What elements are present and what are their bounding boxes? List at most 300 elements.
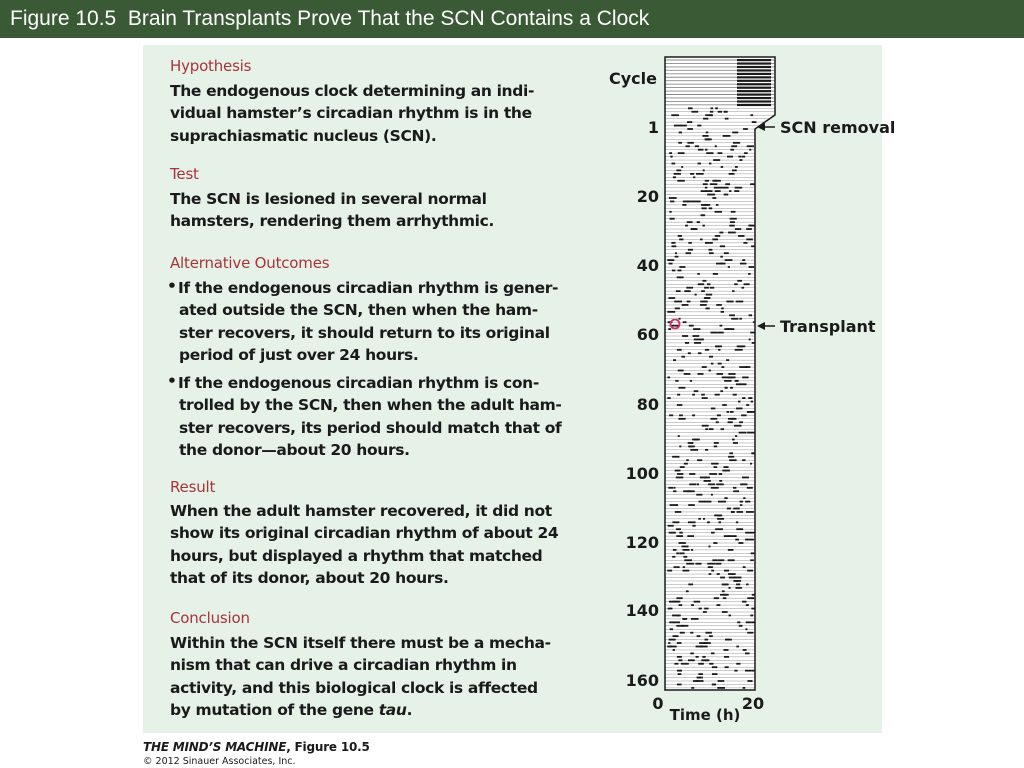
activity-tick xyxy=(691,604,694,606)
activity-tick xyxy=(694,390,699,392)
activity-tick xyxy=(690,173,694,175)
activity-tick xyxy=(724,570,729,572)
activity-tick xyxy=(737,280,742,282)
activity-tick xyxy=(743,649,747,651)
activity-tick xyxy=(735,539,739,541)
activity-tick xyxy=(735,228,741,230)
activity-tick xyxy=(733,442,738,444)
activity-tick xyxy=(692,394,695,396)
activity-tick xyxy=(697,125,701,127)
activity-tick xyxy=(669,218,674,220)
activity-tick xyxy=(728,559,735,561)
text-line: If the endogenous circadian rhythm is con- xyxy=(178,374,539,392)
activity-tick xyxy=(696,494,702,496)
activity-tick xyxy=(708,483,715,485)
activity-tick xyxy=(686,252,692,254)
x-tick-0: 0 xyxy=(652,694,664,713)
text-line: hamsters, rendering them arrhythmic. xyxy=(170,212,495,231)
activity-tick xyxy=(689,483,696,485)
activity-tick xyxy=(678,418,685,420)
activity-tick xyxy=(669,211,671,213)
activity-tick xyxy=(742,259,745,261)
activity-tick xyxy=(700,477,707,479)
activity-tick xyxy=(669,532,676,534)
activity-tick xyxy=(733,508,740,510)
activity-tick xyxy=(751,552,755,554)
activity-tick xyxy=(715,211,722,213)
activity-tick xyxy=(672,556,675,558)
activity-tick xyxy=(692,525,695,527)
activity-tick xyxy=(709,473,717,475)
activity-tick xyxy=(687,221,693,223)
activity-tick xyxy=(723,466,728,468)
activity-tick xyxy=(694,339,702,341)
activity-tick xyxy=(745,628,747,630)
activity-tick xyxy=(672,270,676,272)
activity-tick xyxy=(683,566,685,568)
activity-tick xyxy=(672,245,677,247)
activity-tick xyxy=(722,590,725,592)
activity-tick xyxy=(725,111,728,113)
text-line: The SCN is lesioned in several normal xyxy=(170,190,487,208)
activity-tick xyxy=(679,446,681,448)
activity-tick xyxy=(735,166,738,168)
activity-tick xyxy=(739,421,743,423)
activity-tick xyxy=(676,504,678,506)
activity-tick xyxy=(732,439,735,441)
activity-tick xyxy=(745,653,749,655)
activity-tick xyxy=(724,252,729,254)
activity-tick xyxy=(688,442,693,444)
activity-tick xyxy=(705,114,713,116)
activity-tick xyxy=(724,328,730,330)
y-tick-20: 20 xyxy=(636,187,659,206)
activity-tick xyxy=(715,528,723,530)
x-tick-20: 20 xyxy=(741,694,765,713)
activity-tick xyxy=(709,163,711,165)
activity-tick xyxy=(682,546,689,548)
activity-tick xyxy=(668,328,671,330)
activity-tick xyxy=(668,297,675,299)
activity-tick xyxy=(679,532,682,534)
activity-tick xyxy=(720,325,723,327)
activity-tick xyxy=(702,425,709,427)
activity-tick xyxy=(703,204,710,206)
activity-tick xyxy=(745,670,751,672)
activity-tick xyxy=(678,142,682,144)
activity-tick xyxy=(750,183,757,185)
activity-tick xyxy=(672,615,679,617)
activity-tick xyxy=(693,201,700,203)
activity-tick xyxy=(701,659,708,661)
activity-tick xyxy=(702,366,707,368)
activity-tick xyxy=(712,666,717,668)
activity-tick xyxy=(693,176,695,178)
activity-tick xyxy=(688,352,691,354)
activity-tick xyxy=(697,483,699,485)
activity-tick xyxy=(711,363,713,365)
actogram-chart xyxy=(143,45,896,733)
activity-tick xyxy=(746,228,752,230)
activity-tick xyxy=(736,408,743,410)
activity-tick xyxy=(731,145,737,147)
activity-tick xyxy=(667,259,674,261)
activity-tick xyxy=(720,245,725,247)
activity-tick xyxy=(747,411,750,413)
activity-band xyxy=(737,59,771,61)
activity-tick xyxy=(676,170,681,172)
activity-tick xyxy=(734,190,739,192)
activity-tick xyxy=(746,239,753,241)
activity-tick xyxy=(677,349,682,351)
activity-tick xyxy=(705,639,709,641)
activity-tick xyxy=(741,287,744,289)
activity-tick xyxy=(729,459,736,461)
activity-tick xyxy=(689,473,695,475)
activity-tick xyxy=(686,459,689,461)
y-tick-100: 100 xyxy=(625,464,659,483)
activity-tick xyxy=(733,142,740,144)
activity-tick xyxy=(734,283,738,285)
activity-tick xyxy=(702,397,708,399)
activity-tick xyxy=(742,459,745,461)
activity-tick xyxy=(680,466,685,468)
activity-band xyxy=(737,69,771,71)
activity-tick xyxy=(682,625,689,627)
activity-tick xyxy=(704,297,710,299)
activity-tick xyxy=(699,608,702,610)
activity-tick xyxy=(694,439,698,441)
activity-band xyxy=(737,100,771,102)
text-fragment: . xyxy=(406,700,413,719)
text-line: ster recovers, it should return to its original xyxy=(179,323,550,342)
activity-tick xyxy=(721,311,724,313)
activity-tick xyxy=(716,604,720,606)
activity-tick xyxy=(686,563,694,565)
activity-tick xyxy=(711,653,715,655)
activity-tick xyxy=(729,314,735,316)
activity-tick xyxy=(732,290,734,292)
activity-tick xyxy=(729,173,735,175)
activity-tick xyxy=(667,377,670,379)
activity-tick xyxy=(698,373,704,375)
activity-tick xyxy=(671,163,675,165)
activity-tick xyxy=(710,111,713,113)
activity-tick xyxy=(697,221,700,223)
activity-tick xyxy=(714,446,717,448)
activity-band xyxy=(737,73,771,75)
activity-tick xyxy=(707,194,715,196)
activity-tick xyxy=(750,114,753,116)
test-heading: Test xyxy=(170,165,199,183)
activity-tick xyxy=(704,642,711,644)
y-tick-40: 40 xyxy=(636,256,659,275)
conclusion-heading: Conclusion xyxy=(170,609,250,627)
activity-tick xyxy=(736,528,743,530)
activity-tick xyxy=(743,687,746,689)
activity-tick xyxy=(713,684,717,686)
activity-tick xyxy=(677,684,682,686)
activity-tick xyxy=(721,428,725,430)
activity-tick xyxy=(749,314,752,316)
activity-tick xyxy=(705,149,708,151)
activity-tick xyxy=(678,673,682,675)
activity-tick xyxy=(693,680,699,682)
activity-tick xyxy=(711,570,714,572)
activity-tick xyxy=(748,273,751,275)
activity-tick xyxy=(729,452,733,454)
text-line: period of just over 24 hours. xyxy=(179,345,419,364)
y-tick-120: 120 xyxy=(625,533,659,552)
activity-tick xyxy=(720,577,725,579)
activity-tick xyxy=(730,221,735,223)
activity-tick xyxy=(720,390,723,392)
activity-tick xyxy=(729,190,731,192)
activity-tick xyxy=(692,335,699,337)
activity-tick xyxy=(728,266,730,268)
y-tick-160: 160 xyxy=(625,671,659,690)
result-heading: Result xyxy=(170,478,216,496)
activity-tick xyxy=(695,145,699,147)
activity-tick xyxy=(708,546,710,548)
activity-tick xyxy=(698,283,704,285)
activity-tick xyxy=(722,377,730,379)
activity-tick xyxy=(711,532,715,534)
arrow-left-icon xyxy=(757,322,765,330)
activity-tick xyxy=(725,666,729,668)
activity-tick xyxy=(682,618,685,620)
activity-tick xyxy=(715,145,717,147)
activity-tick xyxy=(730,218,737,220)
activity-tick xyxy=(690,380,692,382)
activity-tick xyxy=(686,590,689,592)
activity-tick xyxy=(745,532,752,534)
activity-tick xyxy=(729,225,735,227)
activity-band xyxy=(737,62,771,64)
activity-tick xyxy=(678,152,685,154)
activity-tick xyxy=(688,504,695,506)
activity-tick xyxy=(733,490,739,492)
activity-tick xyxy=(668,642,670,644)
activity-tick xyxy=(714,187,722,189)
activity-tick xyxy=(677,473,683,475)
activity-tick xyxy=(682,304,689,306)
activity-tick xyxy=(720,256,723,258)
activity-tick xyxy=(696,656,699,658)
activity-tick xyxy=(723,649,728,651)
book-title: THE MIND’S MACHINE xyxy=(143,740,287,754)
activity-band xyxy=(737,104,771,106)
figure-panel xyxy=(143,45,896,733)
activity-tick xyxy=(715,107,718,109)
activity-tick xyxy=(742,601,747,603)
text-line: activity, and this biological clock is affected xyxy=(170,678,538,697)
gene-name: tau xyxy=(378,700,407,719)
activity-tick xyxy=(700,304,707,306)
activity-tick xyxy=(739,625,742,627)
activity-tick xyxy=(738,401,740,403)
transplant-annotation xyxy=(757,317,876,336)
text-line: If the endogenous circadian rhythm is gener- xyxy=(178,279,559,297)
activity-tick xyxy=(736,580,741,582)
activity-tick xyxy=(692,414,695,416)
activity-tick xyxy=(724,535,730,537)
activity-tick xyxy=(703,183,708,185)
activity-tick xyxy=(750,463,752,465)
activity-tick xyxy=(707,563,715,565)
activity-tick xyxy=(701,214,703,216)
activity-tick xyxy=(732,132,738,134)
activity-tick xyxy=(680,632,685,634)
activity-tick xyxy=(719,473,722,475)
activity-tick xyxy=(715,563,721,565)
activity-tick xyxy=(701,394,705,396)
activity-tick xyxy=(697,273,699,275)
activity-tick xyxy=(747,632,753,634)
activity-tick xyxy=(715,235,720,237)
activity-tick xyxy=(706,632,712,634)
bullet-2: • xyxy=(167,372,177,390)
activity-tick xyxy=(687,535,694,537)
activity-tick xyxy=(669,263,673,265)
activity-tick xyxy=(703,118,708,120)
activity-tick xyxy=(712,197,716,199)
activity-tick xyxy=(669,414,673,416)
activity-tick xyxy=(752,121,757,123)
activity-tick xyxy=(747,680,752,682)
activity-tick xyxy=(724,656,729,658)
activity-tick xyxy=(747,570,753,572)
text-line: Within the SCN itself there must be a mecha- xyxy=(170,634,551,652)
activity-tick xyxy=(739,345,745,347)
activity-tick xyxy=(690,653,694,655)
activity-tick xyxy=(728,373,735,375)
activity-tick xyxy=(746,584,749,586)
activity-tick xyxy=(673,635,679,637)
activity-tick xyxy=(675,308,680,310)
activity-tick xyxy=(673,176,676,178)
activity-tick xyxy=(678,387,685,389)
activity-tick xyxy=(705,308,709,310)
activity-tick xyxy=(688,107,693,109)
activity-tick xyxy=(688,584,693,586)
activity-tick xyxy=(676,552,679,554)
activity-tick xyxy=(714,597,719,599)
activity-tick xyxy=(698,352,702,354)
activity-tick xyxy=(725,639,729,641)
activity-tick xyxy=(711,408,715,410)
activity-tick xyxy=(718,559,725,561)
activity-tick xyxy=(728,232,736,234)
activity-tick xyxy=(675,380,678,382)
activity-tick xyxy=(735,349,743,351)
activity-tick xyxy=(701,290,705,292)
activity-tick xyxy=(718,501,726,503)
activity-tick xyxy=(736,663,740,665)
activity-tick xyxy=(703,170,705,172)
activity-tick xyxy=(709,370,711,372)
activity-tick xyxy=(676,597,682,599)
activity-tick xyxy=(746,604,749,606)
activity-tick xyxy=(678,370,684,372)
figure-number: , Figure 10.5 xyxy=(286,740,370,754)
activity-tick xyxy=(681,166,683,168)
activity-tick xyxy=(730,387,733,389)
activity-tick xyxy=(713,273,718,275)
activity-tick xyxy=(674,301,682,303)
activity-tick xyxy=(676,566,679,568)
activity-tick xyxy=(743,566,746,568)
activity-tick xyxy=(684,290,690,292)
activity-tick xyxy=(719,480,722,482)
activity-tick xyxy=(711,494,713,496)
activity-tick xyxy=(672,521,679,523)
activity-tick xyxy=(714,442,719,444)
activity-tick xyxy=(728,421,733,423)
activity-tick xyxy=(712,180,717,182)
activity-tick xyxy=(741,414,746,416)
activity-tick xyxy=(728,587,730,589)
activity-tick xyxy=(687,201,693,203)
activity-band xyxy=(737,94,771,96)
activity-tick xyxy=(694,342,701,344)
activity-tick xyxy=(721,166,724,168)
activity-band xyxy=(737,66,771,68)
activity-tick xyxy=(705,187,707,189)
activity-tick xyxy=(675,511,681,513)
activity-tick xyxy=(717,332,724,334)
activity-tick xyxy=(691,111,698,113)
activity-tick xyxy=(674,566,677,568)
activity-tick xyxy=(747,145,754,147)
text-line: the donor—about 20 hours. xyxy=(179,440,410,459)
activity-tick xyxy=(750,559,753,561)
y-axis-label: Cycle xyxy=(609,69,657,88)
activity-tick xyxy=(750,615,753,617)
activity-tick xyxy=(748,225,755,227)
activity-tick xyxy=(706,152,713,154)
activity-tick xyxy=(705,449,708,451)
activity-tick xyxy=(667,646,672,648)
text-line: ated outside the SCN, then when the ham- xyxy=(179,301,538,320)
activity-tick xyxy=(681,356,685,358)
y-tick-80: 80 xyxy=(636,395,659,414)
scn-removal-annotation xyxy=(757,118,895,137)
activity-tick xyxy=(698,163,701,165)
activity-tick xyxy=(739,318,742,320)
activity-tick xyxy=(703,518,705,520)
bullet-1: • xyxy=(167,277,177,295)
activity-tick xyxy=(716,304,722,306)
activity-tick xyxy=(683,321,687,323)
activity-tick xyxy=(669,152,672,154)
activity-tick xyxy=(733,487,736,489)
activity-tick xyxy=(704,501,712,503)
activity-tick xyxy=(717,414,721,416)
activity-tick xyxy=(679,132,682,134)
activity-tick xyxy=(722,584,728,586)
activity-tick xyxy=(743,128,748,130)
activity-tick xyxy=(736,380,739,382)
activity-tick xyxy=(678,435,680,437)
activity-tick xyxy=(747,432,749,434)
activity-tick xyxy=(690,632,693,634)
activity-tick xyxy=(734,670,737,672)
activity-tick xyxy=(710,418,717,420)
activity-tick xyxy=(728,456,734,458)
activity-tick xyxy=(711,487,719,489)
activity-tick xyxy=(712,239,718,241)
